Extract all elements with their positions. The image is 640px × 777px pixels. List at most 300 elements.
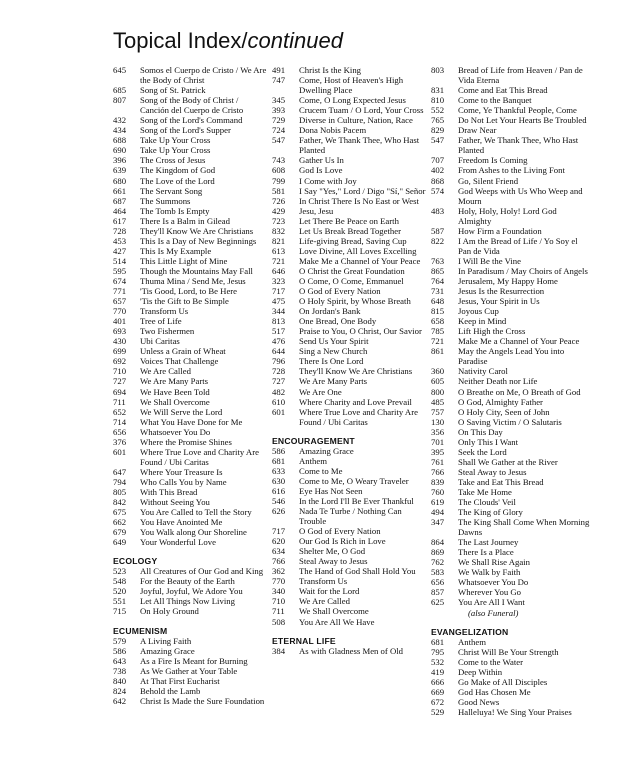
hymn-title: We Are Called <box>140 366 191 377</box>
index-entry <box>272 397 428 407</box>
hymn-title: O Saving Victim / O Salutaris <box>458 416 562 427</box>
index-entry <box>113 155 269 165</box>
index-entry <box>431 376 591 386</box>
hymn-title: God Weeps with Us Who Weep and Mourn <box>458 185 583 206</box>
hymn-number: 824 <box>113 685 127 696</box>
hymn-title: Somos el Cuerpo de Cristo / We Are the Body of Christ <box>140 65 267 86</box>
hymn-number: 710 <box>272 596 286 607</box>
hymn-title: Anthem <box>458 636 486 647</box>
hymn-title: Freedom Is Coming <box>458 155 528 166</box>
hymn-number: 475 <box>272 296 286 307</box>
index-entry <box>272 256 428 266</box>
index-entry <box>431 687 591 697</box>
hymn-number: 514 <box>113 255 127 266</box>
hymn-title: I Say "Yes," Lord / Digo "Sí," Señor <box>299 185 426 196</box>
index-entry <box>431 427 591 437</box>
hymn-number: 724 <box>272 125 286 136</box>
hymn-number: 688 <box>113 135 127 146</box>
hymn-number: 464 <box>113 205 127 216</box>
hymn-number: 625 <box>431 597 445 608</box>
index-entry <box>113 586 269 596</box>
hymn-number: 842 <box>113 497 127 508</box>
hymn-title: This Is a Day of New Beginnings <box>140 235 257 246</box>
hymn-number: 620 <box>272 536 286 547</box>
hymn-title: The Clouds' Veil <box>458 497 516 508</box>
hymn-title: Lift High the Cross <box>458 326 526 337</box>
hymn-title: Unless a Grain of Wheat <box>140 346 226 357</box>
index-entry <box>272 456 428 466</box>
index-entry <box>113 686 269 696</box>
index-entry <box>431 65 591 85</box>
index-entry <box>272 346 428 356</box>
hymn-title: Wherever You Go <box>458 587 521 598</box>
index-entry <box>113 256 269 266</box>
index-entry <box>431 125 591 135</box>
hymn-number: 529 <box>431 706 445 717</box>
hymn-number: 840 <box>113 675 127 686</box>
hymn-title: Make Me a Channel of Your Peace <box>299 255 421 266</box>
hymn-title: We Shall Rise Again <box>458 557 530 568</box>
hymn-number: 419 <box>431 666 445 677</box>
hymn-title: Song of the Lord's Command <box>140 115 243 126</box>
hymn-number: 340 <box>272 586 286 597</box>
hymn-number: 694 <box>113 386 127 397</box>
hymn-number: 661 <box>113 185 127 196</box>
hymn-title: Shelter Me, O God <box>299 546 366 557</box>
index-entry <box>431 95 591 105</box>
index-column-2 <box>272 65 428 656</box>
hymn-title: Take Up Your Cross <box>140 135 211 146</box>
hymn-number: 674 <box>113 275 127 286</box>
index-entry <box>113 376 269 386</box>
section-heading: ECOLOGY <box>113 556 158 567</box>
index-entry <box>113 437 269 447</box>
index-entry <box>272 316 428 326</box>
hymn-title: Jesus, Your Spirit in Us <box>458 296 540 307</box>
index-entry <box>431 507 591 517</box>
hymn-title: What You Have Done for Me <box>140 416 243 427</box>
index-entry <box>113 125 269 135</box>
hymn-title: Christ Is the King <box>299 65 362 75</box>
hymn-number: 643 <box>113 655 127 666</box>
index-entry <box>272 407 428 427</box>
hymn-title: How Firm a Foundation <box>458 225 542 236</box>
index-entry <box>431 547 591 557</box>
index-entry <box>113 447 269 467</box>
index-entry <box>113 296 269 306</box>
index-entry <box>113 467 269 477</box>
hymn-title: A Living Faith <box>140 635 192 646</box>
hymn-title: Though the Mountains May Fall <box>140 265 253 276</box>
hymn-number: 728 <box>113 225 127 236</box>
hymn-number: 701 <box>431 436 445 447</box>
hymn-title: The Hand of God Shall Hold You <box>299 566 416 577</box>
hymn-title: Take Up Your Cross <box>140 145 211 156</box>
index-entry <box>431 637 591 647</box>
hymn-title: We Shall Overcome <box>299 606 369 617</box>
hymn-title: You Walk along Our Shoreline <box>140 527 247 538</box>
index-entry <box>431 85 591 95</box>
hymn-number: 395 <box>431 446 445 457</box>
hymn-number: 761 <box>431 456 445 467</box>
hymn-title: Neither Death nor Life <box>458 376 538 387</box>
hymn-number: 762 <box>431 557 445 568</box>
index-entry <box>272 506 428 526</box>
index-entry <box>113 646 269 656</box>
hymn-title: May the Angels Lead You into Paradise <box>458 346 565 367</box>
hymn-title: Go, Silent Friend <box>458 175 519 186</box>
index-entry <box>431 366 591 376</box>
index-entry <box>431 447 591 457</box>
hymn-title: Joyous Cup <box>458 306 499 317</box>
hymn-number: 669 <box>431 686 445 697</box>
hymn-title: There Is One Lord <box>299 356 364 367</box>
hymn-number: 630 <box>272 475 286 486</box>
index-entry <box>113 366 269 376</box>
hymn-title: O God of Every Nation <box>299 526 381 537</box>
index-entry <box>113 85 269 95</box>
hymn-title: Dona Nobis Pacem <box>299 125 367 136</box>
hymn-title: You Have Anointed Me <box>140 517 223 528</box>
hymn-title: Christ Will Be Your Strength <box>458 646 559 657</box>
index-entry <box>272 486 428 496</box>
hymn-number: 785 <box>431 326 445 337</box>
index-entry <box>272 596 428 606</box>
hymn-title: Come to Me, O Weary Traveler <box>299 475 409 486</box>
hymn-title: Anthem <box>299 455 327 466</box>
index-entry <box>431 707 591 717</box>
hymn-number: 685 <box>113 85 127 96</box>
hymn-title: Song of St. Patrick <box>140 85 206 96</box>
hymn-title: At That First Eucharist <box>140 675 220 686</box>
hymn-number: 619 <box>431 497 445 508</box>
hymn-title: Transform Us <box>299 576 348 587</box>
index-entry <box>272 336 428 346</box>
hymn-number: 523 <box>113 566 127 577</box>
hymn-title: I Come with Joy <box>299 175 357 186</box>
hymn-number: 770 <box>113 306 127 317</box>
hymn-number: 675 <box>113 507 127 518</box>
hymn-title: Where True Love and Charity Are Found / Ubi Caritas <box>299 406 418 427</box>
hymn-title: Your Wonderful Love <box>140 537 216 548</box>
index-entry <box>113 417 269 427</box>
hymn-number: 839 <box>431 476 445 487</box>
hymn-title: Jesus Is the Resurrection <box>458 286 545 297</box>
section-heading: ENCOURAGEMENT <box>272 435 355 446</box>
hymn-number: 644 <box>272 346 286 357</box>
hymn-number: 634 <box>272 546 286 557</box>
section-heading: ETERNAL LIFE <box>272 635 336 646</box>
index-entry <box>272 165 428 175</box>
index-entry <box>431 276 591 286</box>
hymn-title: The King of Glory <box>458 507 523 518</box>
index-entry <box>431 306 591 316</box>
index-entry <box>113 316 269 326</box>
hymn-title: Behold the Lamb <box>140 685 201 696</box>
hymn-title: In Paradisum / May Choirs of Angels <box>458 265 588 276</box>
hymn-title: Thuma Mina / Send Me, Jesus <box>140 275 246 286</box>
title-continued: continued <box>247 28 343 53</box>
index-entry <box>431 587 591 597</box>
hymn-number: 662 <box>113 517 127 528</box>
hymn-number: 805 <box>113 486 127 497</box>
hymn-title: Go Make of All Disciples <box>458 676 548 687</box>
hymn-title: This Is My Example <box>140 245 212 256</box>
hymn-number: 868 <box>431 175 445 186</box>
index-entry <box>431 647 591 657</box>
index-entry <box>272 155 428 165</box>
index-entry <box>431 477 591 487</box>
hymn-number: 710 <box>113 366 127 377</box>
hymn-number: 731 <box>431 286 445 297</box>
hymn-number: 574 <box>431 185 445 196</box>
hymn-title: With This Bread <box>140 486 198 497</box>
hymn-number: 726 <box>272 195 286 206</box>
hymn-number: 347 <box>431 517 445 528</box>
hymn-title: Song of the Lord's Supper <box>140 125 231 136</box>
hymn-title: O Breathe on Me, O Breath of God <box>458 386 581 397</box>
index-entry <box>272 646 428 656</box>
index-entry <box>272 216 428 226</box>
index-entry <box>272 276 428 286</box>
index-entry <box>113 336 269 346</box>
index-entry <box>113 497 269 507</box>
hymn-number: 476 <box>272 336 286 347</box>
hymn-title: You Are Called to Tell the Story <box>140 507 252 518</box>
index-entry <box>431 236 591 256</box>
hymn-number: 707 <box>431 155 445 166</box>
index-entry <box>431 667 591 677</box>
hymn-title: Keep in Mind <box>458 316 507 327</box>
hymn-number: 130 <box>431 416 445 427</box>
hymn-number: 384 <box>272 645 286 656</box>
hymn-title: I Will Be the Vine <box>458 255 521 266</box>
hymn-number: 652 <box>113 406 127 417</box>
hymn-number: 344 <box>272 306 286 317</box>
index-entry <box>431 557 591 567</box>
hymn-title: We Have Been Told <box>140 386 210 397</box>
hymn-title: Whatsoever You Do <box>140 426 211 437</box>
hymn-title: O Christ the Great Foundation <box>299 265 405 276</box>
hymn-title: Where Charity and Love Prevail <box>299 396 412 407</box>
hymn-number: 552 <box>431 105 445 116</box>
hymn-number: 551 <box>113 596 127 607</box>
hymn-number: 803 <box>431 65 445 75</box>
index-entry <box>113 246 269 256</box>
index-entry <box>272 387 428 397</box>
hymn-number: 646 <box>272 265 286 276</box>
hymn-title: Song of the Body of Christ / Canción del Cuerpo de Cristo <box>140 95 244 116</box>
index-entry <box>272 476 428 486</box>
hymn-title: In Christ There Is No East or West <box>299 195 419 206</box>
hymn-number: 376 <box>113 436 127 447</box>
hymn-number: 822 <box>431 235 445 246</box>
hymn-title: Where True Love and Charity Are Found / Ubi Caritas <box>140 446 259 467</box>
index-entry <box>113 407 269 417</box>
index-entry <box>431 457 591 467</box>
hymn-title: Make Me a Channel of Your Peace <box>458 336 580 347</box>
hymn-title: The Tomb Is Empty <box>140 205 210 216</box>
hymn-title: Gather Us In <box>299 155 344 166</box>
index-entry <box>431 437 591 447</box>
hymn-number: 547 <box>431 135 445 146</box>
index-entry <box>113 517 269 527</box>
hymn-title: Steal Away to Jesus <box>299 556 368 567</box>
hymn-number: 832 <box>272 225 286 236</box>
hymn-number: 639 <box>113 165 127 176</box>
index-entry <box>431 256 591 266</box>
hymn-number: 610 <box>272 396 286 407</box>
hymn-number: 765 <box>431 115 445 126</box>
hymn-number: 690 <box>113 145 127 156</box>
hymn-title: We Are Many Parts <box>140 376 209 387</box>
index-entry <box>272 536 428 546</box>
hymn-title: The Last Journey <box>458 537 519 548</box>
hymn-title: This Little Light of Mine <box>140 255 228 266</box>
hymn-title: Father, We Thank Thee, Who Hast Planted <box>458 135 579 156</box>
hymn-number: 723 <box>272 215 286 226</box>
index-entry <box>272 366 428 376</box>
hymn-number: 482 <box>272 386 286 397</box>
hymn-number: 857 <box>431 587 445 598</box>
index-entry <box>272 326 428 336</box>
hymn-title: As a Fire Is Meant for Burning <box>140 655 248 666</box>
hymn-title: Amazing Grace <box>299 445 354 456</box>
index-entry <box>431 336 591 346</box>
hymn-number: 648 <box>431 296 445 307</box>
hymn-title: We Will Serve the Lord <box>140 406 223 417</box>
hymn-number: 770 <box>272 576 286 587</box>
hymn-number: 645 <box>113 65 127 75</box>
index-entry <box>431 165 591 175</box>
index-entry <box>431 115 591 125</box>
hymn-title: The Love of the Lord <box>140 175 215 186</box>
hymn-number: 861 <box>431 346 445 357</box>
hymn-number: 601 <box>272 406 286 417</box>
index-entry <box>113 135 269 145</box>
index-entry <box>272 376 428 386</box>
hymn-number: 699 <box>113 346 127 357</box>
hymn-title: Holy, Holy, Holy! Lord God Almighty <box>458 205 557 226</box>
hymn-number: 715 <box>113 606 127 617</box>
index-entry <box>431 266 591 276</box>
hymn-title: The Servant Song <box>140 185 203 196</box>
hymn-title: Take Me Home <box>458 486 512 497</box>
hymn-number: 681 <box>431 636 445 647</box>
hymn-number: 795 <box>431 646 445 657</box>
hymn-title: As with Gladness Men of Old <box>299 645 403 656</box>
hymn-title: In the Lord I'll Be Ever Thankful <box>299 495 414 506</box>
hymn-number: 766 <box>431 466 445 477</box>
hymn-number: 865 <box>431 265 445 276</box>
index-entry <box>113 397 269 407</box>
hymn-number: 680 <box>113 175 127 186</box>
hymn-number: 547 <box>272 135 286 146</box>
hymn-title: From Ashes to the Living Font <box>458 165 565 176</box>
index-entry <box>272 135 428 155</box>
hymn-number: 794 <box>113 476 127 487</box>
index-note: (also Funeral) <box>468 607 519 618</box>
hymn-number: 656 <box>113 426 127 437</box>
hymn-number: 548 <box>113 576 127 587</box>
hymn-title: Come to Me <box>299 465 343 476</box>
index-entry <box>272 566 428 576</box>
index-entry <box>113 206 269 216</box>
hymn-number: 396 <box>113 155 127 166</box>
index-entry <box>272 186 428 196</box>
index-entry <box>113 226 269 236</box>
index-entry <box>272 105 428 115</box>
hymn-title: Amazing Grace <box>140 645 195 656</box>
index-column-3 <box>431 65 591 717</box>
hymn-number: 601 <box>113 446 127 457</box>
index-entry <box>113 165 269 175</box>
hymn-number: 721 <box>431 336 445 347</box>
hymn-number: 656 <box>431 577 445 588</box>
index-entry <box>272 196 428 206</box>
hymn-title: On Holy Ground <box>140 606 199 617</box>
hymn-title: We Are Called <box>299 596 350 607</box>
hymn-number: 738 <box>113 665 127 676</box>
hymn-title: Sing a New Church <box>299 346 368 357</box>
hymn-number: 717 <box>272 286 286 297</box>
hymn-title: Father, We Thank Thee, Who Hast Planted <box>299 135 420 156</box>
hymn-number: 586 <box>113 645 127 656</box>
hymn-title: You Are All We Have <box>299 616 375 627</box>
hymn-number: 747 <box>272 75 286 86</box>
index-entry <box>113 276 269 286</box>
index-entry <box>113 676 269 686</box>
hymn-number: 647 <box>113 466 127 477</box>
index-entry <box>272 306 428 316</box>
hymn-title: For the Beauty of the Earth <box>140 576 235 587</box>
hymn-title: Diverse in Culture, Nation, Race <box>299 115 413 126</box>
index-entry <box>113 196 269 206</box>
hymn-number: 579 <box>113 635 127 646</box>
hymn-number: 815 <box>431 306 445 317</box>
hymn-number: 760 <box>431 486 445 497</box>
index-entry <box>272 206 428 216</box>
hymn-number: 595 <box>113 265 127 276</box>
hymn-title: O God, Almighty Father <box>458 396 543 407</box>
hymn-number: 692 <box>113 356 127 367</box>
index-entry <box>431 577 591 587</box>
hymn-number: 672 <box>431 696 445 707</box>
index-entry <box>113 537 269 547</box>
hymn-title: You Are All I Want <box>458 597 525 608</box>
hymn-title: Let Us Break Bread Together <box>299 225 401 236</box>
hymn-title: They'll Know We Are Christians <box>140 225 254 236</box>
index-entry <box>431 296 591 306</box>
index-entry <box>113 65 269 85</box>
hymn-title: Praise to You, O Christ, Our Savior <box>299 326 422 337</box>
index-entry <box>113 387 269 397</box>
hymn-title: Jerusalem, My Happy Home <box>458 275 558 286</box>
index-entry <box>113 696 269 706</box>
hymn-title: Eye Has Not Seen <box>299 485 363 496</box>
hymn-number: 608 <box>272 165 286 176</box>
hymn-title: Jesu, Jesu <box>299 205 334 216</box>
index-entry <box>272 556 428 566</box>
hymn-title: We Shall Overcome <box>140 396 210 407</box>
index-entry <box>431 206 591 226</box>
hymn-number: 681 <box>272 455 286 466</box>
hymn-title: O Holy Spirit, by Whose Breath <box>299 296 411 307</box>
index-entry <box>431 135 591 155</box>
index-entry <box>113 576 269 586</box>
hymn-number: 799 <box>272 175 286 186</box>
index-entry <box>431 597 591 607</box>
